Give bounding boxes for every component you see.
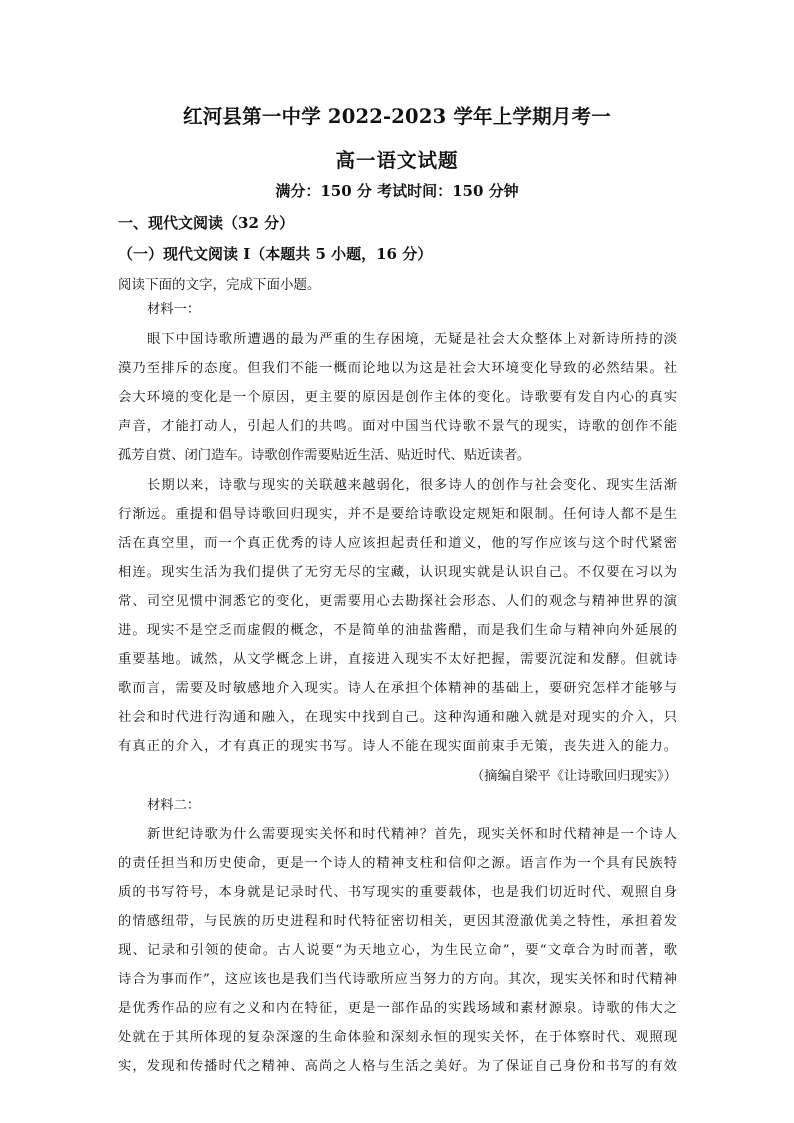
paragraph-line: 歌而言，需要及时敏感地介入现实。诗人在承担个体精神的基础上，要研究怎样才能够与 <box>118 681 677 696</box>
paragraph-line: 常、司空见惯中洞悉它的变化，更需要用心去勘探社会形态、人们的观念与精神世界的演 <box>118 594 677 609</box>
paragraph-line: 实，发现和传播时代之精神、高尚之人格与生活之美好。为了保证自己身份和书写的有效 <box>118 1059 677 1074</box>
section-heading: 一、现代文阅读（32 分） <box>118 214 295 232</box>
paragraph-line: 长期以来，诗歌与现实的关联越来越弱化，很多诗人的创作与社会变化、现实生活渐 <box>147 478 677 493</box>
section-subheading: （一）现代文阅读 I（本题共 5 小题，16 分） <box>118 245 433 263</box>
paragraph-line: 相连。现实生活为我们提供了无穷无尽的宝藏，认识现实就是认识自己。不仅要在习以为 <box>118 565 677 580</box>
paragraph-line: 眼下中国诗歌所遭遇的最为严重的生存困境，无疑是社会大众整体上对新诗所持的淡 <box>147 332 677 347</box>
paragraph-line: 诗合为事而作”，这应该也是我们当代诗歌所应当努力的方向。其次，现实关怀和时代精神 <box>118 972 677 987</box>
instruction-text: 阅读下面的文字，完成下面小题。 <box>118 277 321 293</box>
paragraph-line: 有真正的介入，才有真正的现实书写。诗人不能在现实面前束手无策，丧失进入的能力。 <box>118 739 677 754</box>
exam-meta: 满分：150 分 考试时间：150 分钟 <box>275 182 519 200</box>
paragraph-line: 声音，才能打动人，引起人们的共鸣。面对中国当代诗歌不景气的现实，诗歌的创作不能 <box>118 419 677 434</box>
paragraph-line: 的责任担当和历史使命，更是一个诗人的精神支柱和信仰之源。语言作为一个具有民族特 <box>118 856 677 871</box>
paragraph-line: 质的书写符号，本身就是记录时代、书写现实的重要载体，也是我们切近时代、观照自身 <box>118 885 677 900</box>
paragraph-line: 行渐远。重提和倡导诗歌回归现实，并不是要给诗歌设定规矩和限制。任何诗人都不是生 <box>118 507 677 522</box>
paragraph-line: 现、记录和引领的使命。古人说要“为天地立心，为生民立命”，要“文章合为时而著，歌 <box>118 943 677 958</box>
paragraph-line: 漠乃至排斥的态度。但我们不能一概而论地以为这是社会大环境变化导致的必然结果。社 <box>118 361 677 376</box>
paragraph-line: 会大环境的变化是一个原因，更主要的原因是创作主体的变化。诗歌要有发自内心的真实 <box>118 390 677 405</box>
paragraph-line: 孤芳自赏、闭门造车。诗歌创作需要贴近生活、贴近时代、贴近读者。 <box>118 448 531 463</box>
material-2-label: 材料二： <box>147 798 201 813</box>
paragraph-line: 处就在于其所体现的复杂深邃的生命体验和深刻永恒的现实关怀，在于体察时代、观照现 <box>118 1030 677 1045</box>
paragraph-line: 社会和时代进行沟通和融入，在现实中找到自己。这种沟通和融入就是对现实的介入，只 <box>118 710 677 725</box>
paragraph-line: 的情感纽带，与民族的历史进程和时代特征密切相关，更因其澄澈优美之特性，承担着发 <box>118 914 677 929</box>
exam-subtitle: 高一语文试题 <box>335 149 459 172</box>
paragraph-line: 重要基地。诚然，从文学概念上讲，直接进入现实不太好把握，需要沉淀和发酵。但就诗 <box>118 652 677 667</box>
exam-title: 红河县第一中学 2022-2023 学年上学期月考一 <box>183 105 611 128</box>
material-1-label: 材料一： <box>147 302 201 317</box>
material-1-source: （摘编自梁平《让诗歌回归现实》） <box>470 769 677 784</box>
paragraph-line: 活在真空里，而一个真正优秀的诗人应该担起责任和道义，他的写作应该与这个时代紧密 <box>118 536 677 551</box>
paragraph-line: 进。现实不是空乏而虚假的概念，不是简单的油盐酱醋，而是我们生命与精神向外延展的 <box>118 623 677 638</box>
paragraph-line: 是优秀作品的应有之义和内在特征，更是一部作品的实践场域和素材源泉。诗歌的伟大之 <box>118 1001 677 1016</box>
paragraph-line: 新世纪诗歌为什么需要现实关怀和时代精神？首先，现实关怀和时代精神是一个诗人 <box>147 827 677 842</box>
